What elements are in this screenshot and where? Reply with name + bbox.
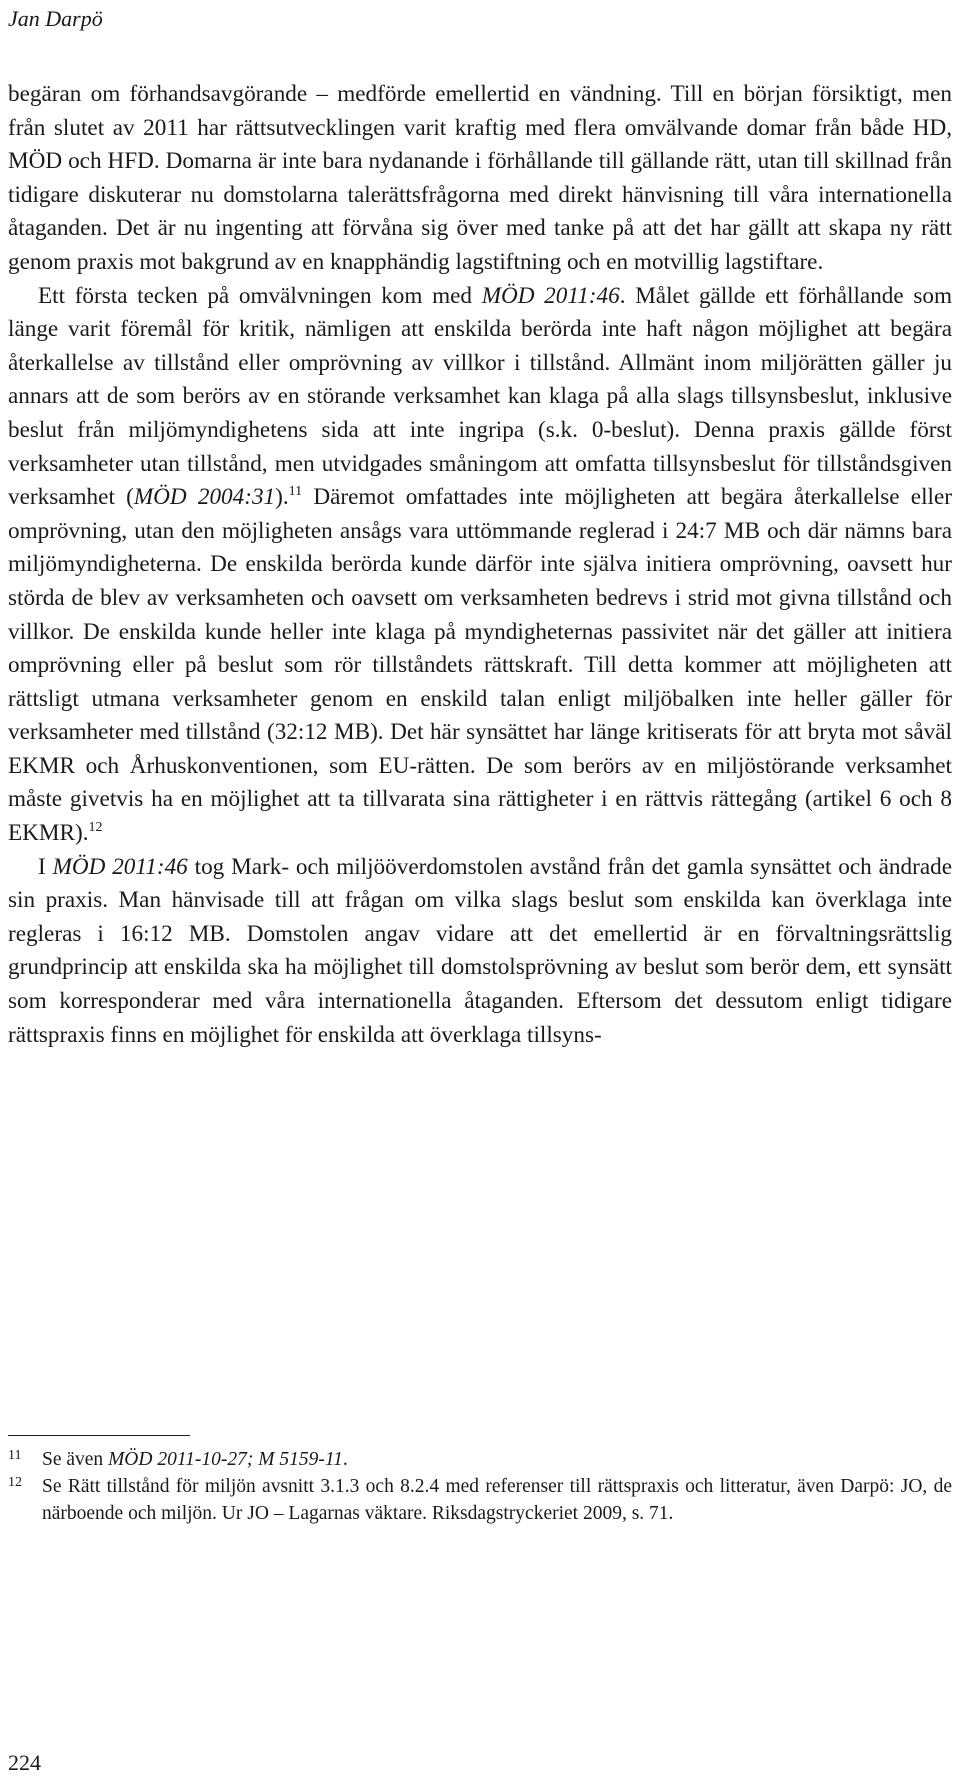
paragraph-2-text-3: ). xyxy=(275,484,289,511)
case-reference-mod-2011-46: MÖD 2011:46 xyxy=(481,282,620,309)
footnote-11-text-1: Se även xyxy=(42,1449,109,1470)
running-head: Jan Darpö xyxy=(8,6,103,31)
footnotes xyxy=(8,1446,952,1527)
footnote-12-text: Se Rätt tillstånd för miljön avsnitt 3.1.3 och 8.2.4 med referenser till rättspraxis och litteratur, även Darpö: JO, de närboende och miljön. Ur JO – Lagarnas väktare. Riksdagstryckeriet 2009, s. 71. xyxy=(42,1476,952,1524)
case-reference-mod-2011-46-repeat: MÖD 2011:46 xyxy=(52,853,188,880)
paragraph-2-text-2: . Målet gällde ett förhållande som länge varit föremål för kritik, nämligen att enskilda berörda inte haft någon möjlighet att begära återkallelse av tillstånd eller omprövning av villkor i tillstånd. Allmänt inom miljörätten gäller ju annars att de som berörs av en störande verksamhet kan klaga på alla slags tillsynsbeslut, inklusive beslut från miljömyndighetens sida att inte ingripa (s.k. 0-beslut). Denna praxis gällde först verksamheter utan tillstånd, men utvidgades småningom att omfatta tillsynsbeslut för tillståndsgiven verksamhet ( xyxy=(8,282,952,511)
footnote-number: 11 xyxy=(8,1448,22,1463)
paragraph-2-text-4: Däremot omfattades inte möjligheten att begära återkallelse eller omprövning, utan den möjligheten ansågs vara uttömmande reglerad i 24:7 MB och där nämns bara miljömyndigheterna. De enskilda berörda kunde därför inte själva initiera omprövning, oavsett hur störda de blev av verksamheten och oavsett om verksamheten bedrevs i strid mot givna tillstånd och villkor. De enskilda kunde heller inte klaga på myndigheternas passivitet när det gäller att initiera omprövning eller på beslut som rör tillståndets rättskraft. Till detta kommer att möjligheten att rättsligt utmana verksamheter genom en enskild talan enligt miljöbalken inte heller gäller för verksamheter med tillstånd (32:12 MB). Det här synsättet har länge kritiserats för att bryta mot såväl EKMR och Århuskonventionen, som EU-rätten. De som berörs av en miljöstörande verksamhet måste givetvis ha en möjlighet att ta tillvarata sina rättigheter i en rättvis rättegång (artikel 6 och 8 EKMR). xyxy=(8,484,952,847)
footnote-separator xyxy=(8,1435,190,1436)
footnote-marker-12: 12 xyxy=(88,820,103,836)
footnote-number: 12 xyxy=(8,1475,22,1490)
paragraph-1-text: begäran om förhandsavgörande – medförde emellertid en vändning. Till en början försiktigt, men från slutet av 2011 har rättsutvecklingen varit kraftig med flera omvälvande domar från både HD, MÖD och HFD. Domarna är inte bara nydanande i förhållande till gällande rätt, utan till skillnad från tidigare diskuterar nu domstolarna talerättsfrågorna med direkt hänvisning till våra internationella åtaganden. Det är nu ingenting att förvåna sig över med tanke på att det har gällt att skapa ny rätt genom praxis mot bakgrund av en knapphändig lagstiftning och en motvillig lagstiftare. xyxy=(8,81,952,275)
paragraph-3-text-1: I xyxy=(38,853,53,880)
body-text xyxy=(8,78,952,1052)
footnote-11 xyxy=(8,1446,952,1473)
footnote-12 xyxy=(8,1473,952,1527)
paragraph-1 xyxy=(8,78,952,280)
footnote-marker-11: 11 xyxy=(288,484,303,500)
case-reference-mod-2004-31: MÖD 2004:31 xyxy=(133,484,276,511)
footnote-11-case-reference: MÖD 2011-10-27; M 5159-11 xyxy=(108,1449,343,1470)
page-number: 224 xyxy=(8,1750,41,1775)
footnote-11-text-2: . xyxy=(342,1449,348,1470)
paragraph-2-text-1: Ett första tecken på omvälvningen kom med xyxy=(38,282,482,309)
paragraph-3 xyxy=(8,851,952,1053)
paragraph-3-text-2: tog Mark- och miljööverdomstolen avstånd från det gamla synsättet och ändrade sin praxis. Man hänvisade till att frågan om vilka slags beslut som enskilda kan överklaga inte regleras i 16:12 MB. Domstolen angav vidare att det emellertid är en förvaltningsrättslig grundprincip att enskilda ska ha möjlighet till domstolsprövning av beslut som berör dem, ett synsätt som korresponderar med våra internationella åtaganden. Eftersom det dessutom enligt tidigare rättspraxis finns en möjlighet för enskilda att överklaga tillsyns- xyxy=(8,853,952,1048)
paragraph-2 xyxy=(8,280,952,851)
